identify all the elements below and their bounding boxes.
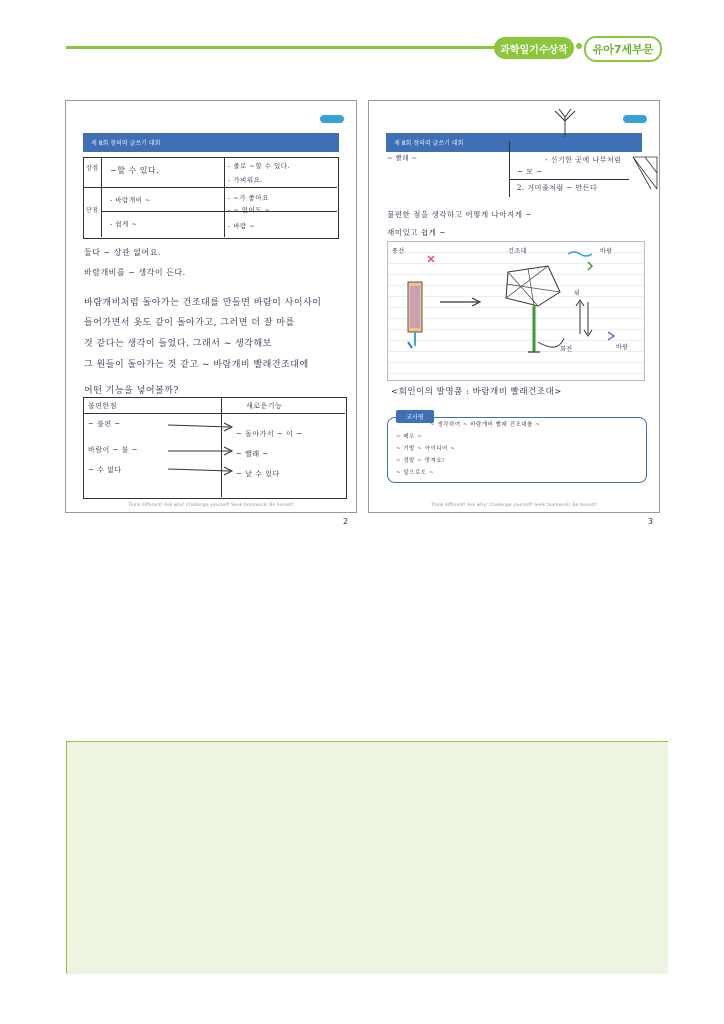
notes-box — [66, 741, 668, 974]
diary-line: 불편한 점을 생각하고 어떻게 나아지게 ~ — [387, 210, 533, 219]
divider — [509, 141, 510, 197]
table-cell: ~ 빨래 ~ — [236, 450, 269, 458]
contest-logo-icon — [623, 115, 647, 123]
header-rule — [66, 46, 496, 49]
drawing-label: 바람 — [616, 344, 629, 351]
table-divider — [83, 187, 337, 188]
diary-line: ~ 모 ~ — [517, 168, 543, 176]
teacher-comment-box — [387, 414, 647, 483]
table-cell: - ~가 좋아요 — [228, 194, 269, 202]
table-cell: - 가벼워요. — [228, 176, 263, 184]
diary-page-left — [65, 100, 357, 513]
diary-line: 그 원들이 돌아가는 것 같고 ~ 바람개비 빨래건조대에 — [84, 360, 309, 370]
diary-line: - 신기한 곳에 나무처럼 — [545, 156, 622, 164]
drawing-label: 바람 — [600, 248, 613, 255]
drawing-label: 풍선 — [392, 248, 405, 255]
separator-dot — [576, 43, 582, 49]
category-tag: 과학일기수상작 — [494, 37, 574, 59]
table-cell: - 쉽게 ~ — [110, 220, 138, 228]
comment-line: ~ 매우 ~ — [396, 434, 423, 440]
page-footer: Think different! Ask why! Challenge yourself! Seek teamwork! Be honest! — [128, 503, 294, 508]
division-tag: 유아7세부문 — [584, 36, 662, 62]
page-title: 제 8회 창의력 글쓰기 대회 — [83, 133, 339, 152]
table-header: 불편한점 — [88, 402, 118, 410]
page-footer: Think different! Ask why! Challenge yourself! Seek teamwork! Be honest! — [431, 503, 597, 508]
comment-line: ~ 생각하여 ~ 바람개비 빨래 건조대를 ~ — [430, 422, 541, 428]
arrow-icon — [166, 417, 236, 477]
comment-line: ~ 기발 ~ 아이디어 ~ — [396, 446, 456, 452]
table-cell: - 바람 ~ — [228, 222, 256, 230]
table-divider — [101, 157, 102, 237]
table-cell: - 줄로 ~할 수 있다. — [228, 162, 291, 170]
tree-sketch-icon — [545, 107, 585, 137]
table-divider — [83, 413, 345, 414]
page-title: 제 8회 창의력 글쓰기 대회 — [386, 133, 642, 152]
invention-drawing — [387, 241, 645, 381]
table-cell: ~ 수 없다 — [88, 466, 122, 474]
table-cell: - 바람개비 ~ — [110, 196, 151, 204]
table-cell: 단점 — [86, 207, 99, 214]
drawing-label: 건조대 — [508, 248, 527, 255]
diary-line: 2. 거미줄처럼 ~ 만든다 — [517, 184, 598, 192]
table-cell: ~할 수 있다. — [110, 166, 160, 175]
diary-line: 들어가면서 옷도 같이 돌아가고, 그러면 더 잘 마를 — [84, 318, 295, 328]
page-number: 3 — [648, 517, 654, 526]
diary-line: 바람개비처럼 돌아가는 건조대를 만들면 바람이 사이사이 — [84, 298, 322, 308]
divider — [509, 179, 629, 180]
web-sketch-icon — [631, 153, 659, 193]
diary-page-right — [368, 100, 660, 513]
table-cell: ~ 날 수 있다 — [236, 470, 280, 478]
table-cell: - ~ 없어도 ~ — [228, 206, 271, 214]
diary-line: ~ 빨래 ~ — [387, 154, 418, 162]
diary-line: 어떤 기능을 넣어볼까? — [84, 386, 179, 396]
table-divider — [224, 157, 225, 237]
drawing-label: 위 — [574, 290, 581, 297]
table-divider — [101, 211, 337, 212]
contest-logo-icon — [320, 115, 344, 123]
page-number: 2 — [343, 517, 349, 526]
comment-line: ~ 앞으로도 ~ — [396, 470, 434, 476]
diary-line: 재미있고 쉽게 ~ — [387, 228, 447, 237]
table-cell: ~ 불편 ~ — [88, 420, 121, 428]
drawing-caption: <회인이의 발명품 : 바람개비 빨래건조대> — [391, 387, 562, 397]
clothes-dryer-sketch-icon — [388, 242, 644, 380]
table-cell: 장점 — [86, 165, 99, 172]
diary-line: 바람개비를 ~ 생각이 든다. — [84, 268, 186, 277]
table-cell: ~ 돌아가서 ~ 이 ~ — [236, 430, 303, 438]
comment-line: ~ 정말 ~ 멋져요! — [396, 458, 445, 464]
teacher-comment-label: 교사평 — [396, 410, 434, 423]
drawing-label: 회전 — [560, 346, 573, 353]
table-cell: 바람이 ~ 불 ~ — [88, 446, 138, 454]
diary-line: 둘다 ~ 상관 없어요. — [84, 248, 161, 257]
diary-line: 것 같다는 생각이 들었다. 그래서 ~ 생각해보 — [84, 339, 272, 349]
table-header: 새로운기능 — [246, 402, 283, 410]
